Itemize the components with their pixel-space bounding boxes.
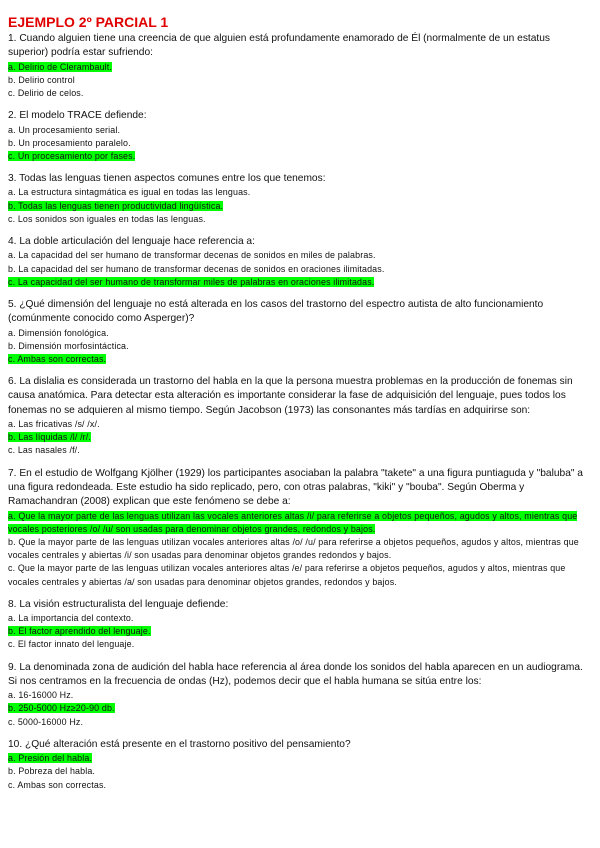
answer-option-text: c. Ambas son correctas.	[8, 353, 107, 364]
answer-option	[8, 612, 592, 625]
answer-option-text: b. 250-5000 Hz≥20-90 db.	[8, 703, 115, 714]
answer-option-text: b. Un procesamiento paralelo.	[8, 137, 131, 148]
answer-option-text: b. Pobreza del habla.	[8, 766, 96, 777]
answer-option-text: c. Delirio de celos.	[8, 88, 84, 98]
question-text: 3. Todas las lenguas tienen aspectos comunes entre los que tenemos:	[8, 173, 326, 185]
answer-option	[8, 765, 592, 778]
question-1	[8, 32, 592, 100]
answer-option-correct	[8, 353, 592, 366]
answer-option	[8, 779, 592, 792]
answer-option-text: b. Las líquidas /l/ /r/.	[8, 432, 92, 443]
question-text: 1. Cuando alguien tiene una creencia de que alguien está profundamente enamorado de Él (normalmente de un estatus superior) podría estar sufriendo:	[8, 33, 551, 59]
answer-option-text: c. La capacidad del ser humano de transformar miles de palabras en oraciones ilimitadas.	[8, 276, 375, 287]
answer-option-text: c. Un procesamiento por fases.	[8, 150, 136, 161]
answer-option-text: a. Un procesamiento serial.	[8, 124, 121, 135]
answer-option	[8, 327, 592, 340]
answer-option	[8, 536, 592, 562]
answer-option-correct	[8, 200, 592, 213]
answer-option-correct	[8, 431, 592, 444]
answer-option	[8, 562, 592, 588]
question-7	[8, 467, 592, 589]
answer-option-text: a. La importancia del contexto.	[8, 613, 134, 624]
answer-option-text: a. La estructura sintagmática es igual en todas las lenguas.	[8, 187, 251, 198]
answer-option-correct	[8, 276, 592, 289]
answer-option-text: c. Los sonidos son iguales en todas las lenguas.	[8, 213, 206, 224]
answer-option-text: a. Presión del habla.	[8, 753, 93, 764]
answer-option	[8, 716, 592, 729]
question-4	[8, 235, 592, 289]
question-3	[8, 172, 592, 226]
answer-option-text: a. Delirio de Clerambault.	[8, 61, 113, 72]
answer-option	[8, 186, 592, 199]
answer-option-text: a. Que la mayor parte de las lenguas utilizan las vocales anteriores altas /i/ para referirse a objetos pequeños, agudos y altos, mientras que vocales posteriores /o/ /u/ son usadas para denominar objetos grandes, redondos y bajos.	[8, 510, 578, 534]
answer-option-correct	[8, 702, 592, 715]
answer-option-text: c. El factor innato del lenguaje.	[8, 639, 135, 650]
question-5	[8, 298, 592, 366]
answer-option	[8, 213, 592, 226]
question-text: 9. La denominada zona de audición del habla hace referencia al área donde los sonidos del habla aparecen en un audiograma. Si nos centramos en la frecuencia de ondas (Hz), podemos decir que el habla humana se sitúa entre los:	[8, 661, 583, 687]
answer-option-text: c. Ambas son correctas.	[8, 779, 107, 790]
question-6	[8, 375, 592, 458]
answer-option-correct	[8, 150, 592, 163]
answer-option-correct	[8, 510, 592, 536]
document-title: EJEMPLO 2º PARCIAL 1	[8, 14, 169, 30]
answer-option-text: a. La capacidad del ser humano de transformar decenas de sonidos en miles de palabras.	[8, 250, 376, 261]
answer-option-correct	[8, 625, 592, 638]
question-text: 6. La dislalia es considerada un trastorno del habla en la que la persona muestra problemas en la producción de fonemas sin causa anatómica. Para detectar esta alteración es importante considerar la fase de adquisición del lenguaje, pues todos los fonemas no se adquieren al mismo tiempo. Según Jacobson (1973) las consonantes más tardías en adquirirse son:	[8, 376, 573, 416]
answer-option-text: a. Dimensión fonológica.	[8, 327, 109, 338]
answer-option	[8, 249, 592, 262]
answer-option-text: c. Que la mayor parte de las lenguas utilizan vocales anteriores altas /e/ para referirse a objetos pequeños, agudos y altos, mientras que vocales centrales y abiertas /a/ son usadas para denominar objetos grandes, redondos y bajos.	[8, 563, 566, 587]
answer-option-text: b. Dimensión morfosintáctica.	[8, 340, 129, 351]
answer-option	[8, 263, 592, 276]
answer-option-text: b. Todas las lenguas tienen productividad lingüística.	[8, 200, 224, 211]
answer-option	[8, 124, 592, 137]
question-text: 8. La visión estructuralista del lenguaje defiende:	[8, 598, 229, 610]
answer-option-text: b. Delirio control	[8, 74, 75, 85]
question-9	[8, 661, 592, 729]
question-text: 5. ¿Qué dimensión del lenguaje no está alterada en los casos del trastorno del espectro autista de alto funcionamiento (comúnmente conocido como Asperger)?	[8, 298, 544, 325]
answer-option-text: a. 16-16000 Hz.	[8, 690, 74, 701]
answer-option	[8, 689, 592, 702]
answer-option-text: b. El factor aprendido del lenguaje.	[8, 626, 151, 637]
question-text: 10. ¿Qué alteración está presente en el trastorno positivo del pensamiento?	[8, 738, 351, 750]
answer-option	[8, 74, 592, 87]
answer-option	[8, 638, 592, 651]
answer-option-correct	[8, 752, 592, 765]
answer-option-text: c. 5000-16000 Hz.	[8, 716, 84, 727]
answer-option	[8, 418, 592, 431]
answer-option	[8, 87, 592, 100]
question-list	[8, 32, 592, 792]
answer-option-correct	[8, 61, 592, 74]
answer-option-text: b. Que la mayor parte de las lenguas utilizan vocales anteriores altas /o/ /u/ para referirse a objetos pequeños, agudos y altos, mientras que vocales centrales y abiertas /i/ son usadas para denominar objetos grandes redondos y bajos.	[8, 536, 579, 561]
question-text: 2. El modelo TRACE defiende:	[8, 110, 147, 122]
answer-option-text: b. La capacidad del ser humano de transformar decenas de sonidos en oraciones ilimitadas.	[8, 263, 385, 274]
answer-option-text: c. Las nasales /f/.	[8, 445, 80, 456]
answer-option	[8, 340, 592, 353]
answer-option	[8, 444, 592, 457]
question-text: 7. En el estudio de Wolfgang Kjölher (1929) los participantes asociaban la palabra "takete" a una figura puntiaguda y "baluba" a una figura redondeada. Este estudio ha sido replicado, pero, con otras palabras, "kiki" y "bouba". Según Oberma y Ramachandran (2008) explican que este fenómeno se debe a:	[8, 467, 583, 508]
question-8	[8, 598, 592, 652]
question-2	[8, 109, 592, 163]
question-10	[8, 738, 592, 792]
question-text: 4. La doble articulación del lenguaje hace referencia a:	[8, 236, 255, 248]
answer-option	[8, 137, 592, 150]
answer-option-text: a. Las fricativas /s/ /x/.	[8, 419, 100, 430]
